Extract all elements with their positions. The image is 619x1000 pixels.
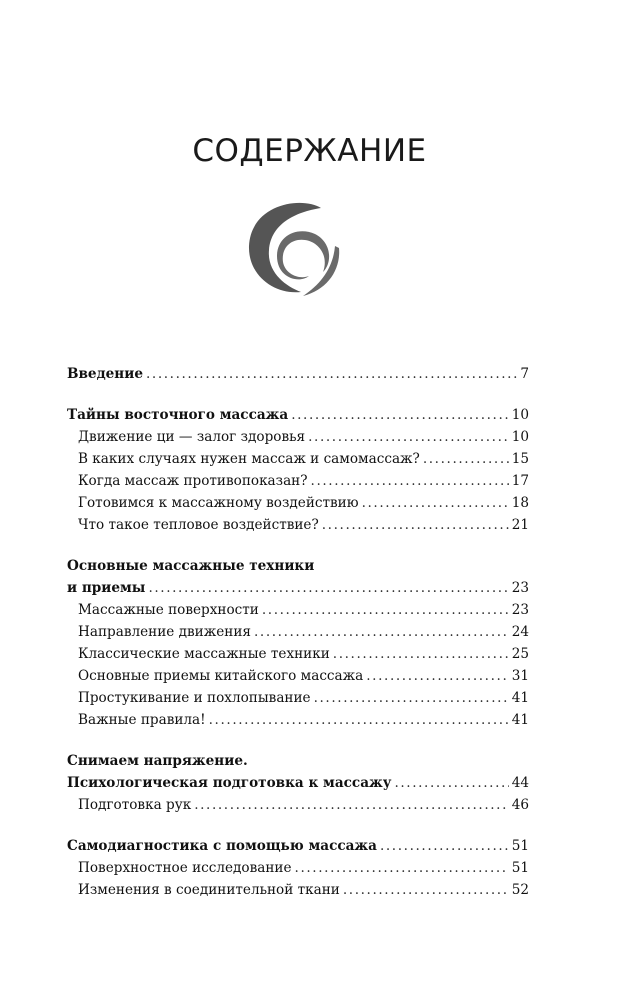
toc-page-number: 41 xyxy=(511,712,529,728)
toc-entry-label: Основные приемы китайского массажа xyxy=(78,668,364,684)
toc-entry-label: Готовимся к массажному воздействию xyxy=(78,495,359,511)
dot-leader xyxy=(366,665,508,687)
toc-page-number: 46 xyxy=(511,797,529,813)
toc-entry[interactable] xyxy=(67,643,529,665)
dot-leader xyxy=(423,448,509,470)
toc-page-number: 15 xyxy=(511,451,529,467)
toc-page-number: 24 xyxy=(511,624,529,640)
dot-leader xyxy=(209,709,509,731)
dot-leader xyxy=(322,514,509,536)
toc-entry[interactable] xyxy=(67,621,529,643)
toc-section-2-heading xyxy=(67,555,529,577)
dot-leader xyxy=(254,621,509,643)
toc-entry[interactable] xyxy=(67,709,529,731)
toc-entry-label: Движение ци — залог здоровья xyxy=(78,429,306,445)
dot-leader xyxy=(291,404,508,426)
toc-entry-label: Массажные поверхности xyxy=(78,602,259,618)
toc-page-number: 10 xyxy=(511,429,529,445)
toc-entry[interactable] xyxy=(67,470,529,492)
dot-leader xyxy=(343,879,509,901)
toc-section-1[interactable] xyxy=(67,404,529,426)
toc-section-label: Снимаем напряжение. xyxy=(67,753,248,769)
toc-entry[interactable] xyxy=(67,879,529,901)
toc-page-number: 41 xyxy=(511,690,529,706)
toc-section-label: Тайны восточного массажа xyxy=(67,407,289,423)
dot-leader xyxy=(314,687,509,709)
dot-leader xyxy=(262,599,509,621)
toc-entry-intro[interactable] xyxy=(67,363,529,385)
toc-page-number: 25 xyxy=(511,646,529,662)
toc-entry[interactable] xyxy=(67,794,529,816)
toc-entry-label: Что такое тепловое воздействие? xyxy=(78,517,319,533)
toc-entry-label: Изменения в соединительной ткани xyxy=(78,882,340,898)
dot-leader xyxy=(380,835,509,857)
toc-page-number: 31 xyxy=(511,668,529,684)
toc-page-number: 10 xyxy=(511,407,529,423)
toc-page-number: 23 xyxy=(511,602,529,618)
toc-entry-label: Введение xyxy=(67,366,143,382)
dot-leader xyxy=(148,577,508,599)
swirl-logo-icon xyxy=(243,200,347,300)
toc-entry-label: Классические массажные техники xyxy=(78,646,330,662)
toc-page-number: 17 xyxy=(511,473,529,489)
dot-leader xyxy=(308,426,509,448)
toc-page-number: 7 xyxy=(520,366,529,382)
toc-page-number: 51 xyxy=(511,860,529,876)
toc-entry-label: Направление движения xyxy=(78,624,251,640)
toc-page-number: 18 xyxy=(511,495,529,511)
toc-page-number: 21 xyxy=(511,517,529,533)
toc-entry[interactable] xyxy=(67,687,529,709)
dot-leader xyxy=(295,857,509,879)
toc-section-label: Психологическая подготовка к массажу xyxy=(67,775,392,791)
toc-page-number: 44 xyxy=(511,775,529,791)
toc-section-4[interactable] xyxy=(67,835,529,857)
toc-entry[interactable] xyxy=(67,599,529,621)
dot-leader xyxy=(333,643,509,665)
dot-leader xyxy=(194,794,508,816)
toc-entry[interactable] xyxy=(67,448,529,470)
toc-section-label: Основные массажные техники xyxy=(67,558,315,574)
toc-entry-label: Поверхностное исследование xyxy=(78,860,292,876)
page-title: СОДЕРЖАНИЕ xyxy=(192,133,427,169)
toc-page-number: 52 xyxy=(511,882,529,898)
toc-entry-label: Когда массаж противопоказан? xyxy=(78,473,308,489)
toc-entry-label: Простукивание и похлопывание xyxy=(78,690,311,706)
toc-section-label: и приемы xyxy=(67,580,146,596)
toc-entry[interactable] xyxy=(67,665,529,687)
toc-entry[interactable] xyxy=(67,426,529,448)
dot-leader xyxy=(146,363,517,385)
toc-entry[interactable] xyxy=(67,857,529,879)
toc-entry[interactable] xyxy=(67,514,529,536)
toc-section-3[interactable] xyxy=(67,772,529,794)
toc-entry[interactable] xyxy=(67,492,529,514)
toc-section-2[interactable] xyxy=(67,577,529,599)
toc-entry-label: Подготовка рук xyxy=(78,797,192,813)
table-of-contents xyxy=(67,363,529,901)
dot-leader xyxy=(311,470,509,492)
toc-section-label: Самодиагностика с помощью массажа xyxy=(67,838,377,854)
toc-section-3-heading xyxy=(67,750,529,772)
toc-entry-label: Важные правила! xyxy=(78,712,206,728)
toc-entry-label: В каких случаях нужен массаж и самомассаж? xyxy=(78,451,420,467)
dot-leader xyxy=(362,492,509,514)
dot-leader xyxy=(394,772,508,794)
toc-page-number: 51 xyxy=(511,838,529,854)
toc-page-number: 23 xyxy=(511,580,529,596)
